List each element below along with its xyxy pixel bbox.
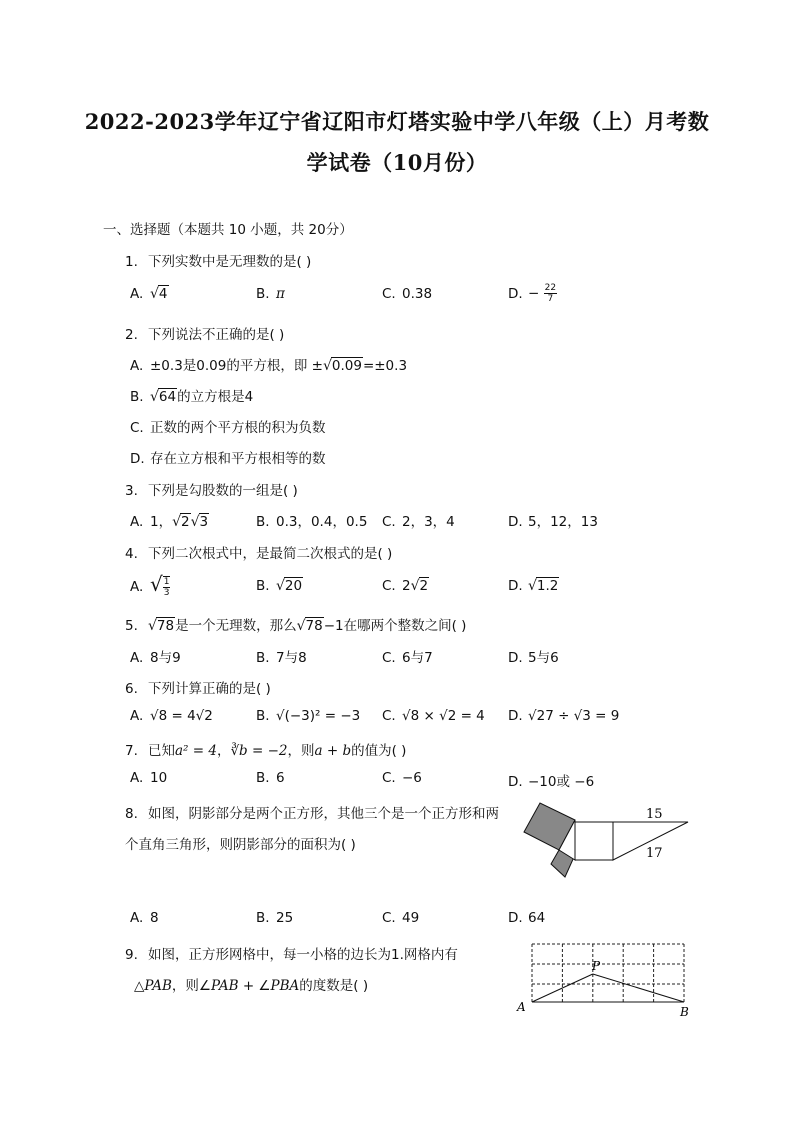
q9-label-a: A (517, 1000, 526, 1014)
question-3-stem: 下列是勾股数的一组是( ) (148, 483, 298, 499)
q1-option-d: D. − $\frac{22}{7}$ (508, 283, 557, 304)
q2-option-b: B. √64的立方根是4 (130, 389, 254, 405)
question-1-stem: 下列实数中是无理数的是( ) (148, 254, 312, 270)
q5-option-b: B. 7与8 (256, 650, 307, 666)
q1-option-a: A. √4 (130, 286, 168, 302)
q8-label-17: 17 (646, 846, 663, 861)
section-heading: 一、选择题（本题共 10 小题，共 20分） (103, 222, 353, 238)
q3-option-c: C. 2，3，4 (382, 514, 455, 530)
question-2: 2. 下列说法不正确的是( ) (125, 327, 285, 343)
question-2-stem: 下列说法不正确的是( ) (148, 327, 285, 343)
question-8-line1: 8. 如图，阴影部分是两个正方形，其他三个是一个正方形和两 (125, 806, 499, 822)
question-4-stem: 下列二次根式中，是最简二次根式的是( ) (148, 546, 393, 562)
q3-option-d: D. 5，12，13 (508, 514, 598, 530)
q2-option-a: A. ±0.3是0.09的平方根，即 ±√0.09=±0.3 (130, 358, 408, 374)
q7-option-a: A. 10 (130, 770, 168, 786)
question-6-stem: 下列计算正确的是( ) (148, 681, 271, 697)
q6-option-a: A. √8 = 4√2 (130, 708, 213, 724)
q4-option-b: B. √20 (256, 578, 303, 594)
question-5: 5. √78是一个无理数，那么√78−1在哪两个整数之间( ) (125, 618, 467, 634)
exam-title-line1: 2022-2023学年辽宁省辽阳市灯塔实验中学八年级（上）月考数 (84, 109, 710, 134)
q9-label-b: B (680, 1005, 689, 1019)
q4-option-a: A. √ $\frac{1}{3}$ (130, 572, 170, 598)
q8-option-c: C. 49 (382, 910, 420, 926)
question-9-line1: 9. 如图，正方形网格中，每一小格的边长为1.网格内有 (125, 947, 458, 963)
q8-option-d: D. 64 (508, 910, 546, 926)
q9-segment-ap (532, 974, 593, 1002)
q6-option-d: D. √27 ÷ √3 = 9 (508, 708, 620, 724)
question-8-line2: 个直角三角形，则阴影部分的面积为( ) (125, 837, 356, 853)
q9-grid-figure (512, 938, 697, 1020)
exam-title-line2: 学试卷（10月份） (306, 150, 488, 175)
q9-segment-pb (593, 974, 684, 1002)
q8-option-a: A. 8 (130, 910, 159, 926)
q1-option-b: B. π (256, 286, 285, 302)
q4-option-c: C. 2√2 (382, 578, 429, 594)
q8-option-b: B. 25 (256, 910, 294, 926)
question-3: 3. 下列是勾股数的一组是( ) (125, 483, 298, 499)
q2-option-d: D. 存在立方根和平方根相等的数 (130, 451, 326, 467)
q7-option-d: D. −10或 −6 (508, 774, 595, 790)
q9-dashed-grid (532, 944, 684, 1002)
q1-option-c: C. 0.38 (382, 286, 433, 302)
q6-option-c: C. √8 × √2 = 4 (382, 708, 485, 724)
q7-option-c: C. −6 (382, 770, 422, 786)
question-1: 1. 下列实数中是无理数的是( ) (125, 254, 312, 270)
question-4: 4. 下列二次根式中，是最简二次根式的是( ) (125, 546, 393, 562)
question-6: 6. 下列计算正确的是( ) (125, 681, 271, 697)
question-9-line2: △PAB，则∠PAB + ∠PBA的度数是( ) (134, 978, 369, 994)
q5-option-d: D. 5与6 (508, 650, 559, 666)
q4-option-d: D. √1.2 (508, 578, 559, 594)
q5-option-a: A. 8与9 (130, 650, 181, 666)
q9-label-p: P (592, 959, 601, 973)
q2-option-c: C. 正数的两个平方根的积为负数 (130, 420, 326, 436)
q8-figure (518, 800, 698, 882)
q8-center-square (575, 822, 613, 860)
q6-option-b: B. √(−3)² = −3 (256, 708, 361, 724)
question-7: 7. 已知a² = 4，∛b = −2，则a + b的值为( ) (125, 743, 407, 759)
q3-option-a: A. 1，√2√3 (130, 514, 209, 530)
q8-label-15: 15 (646, 807, 663, 822)
q7-option-b: B. 6 (256, 770, 285, 786)
q5-option-c: C. 6与7 (382, 650, 433, 666)
q3-option-b: B. 0.3，0.4，0.5 (256, 514, 368, 530)
